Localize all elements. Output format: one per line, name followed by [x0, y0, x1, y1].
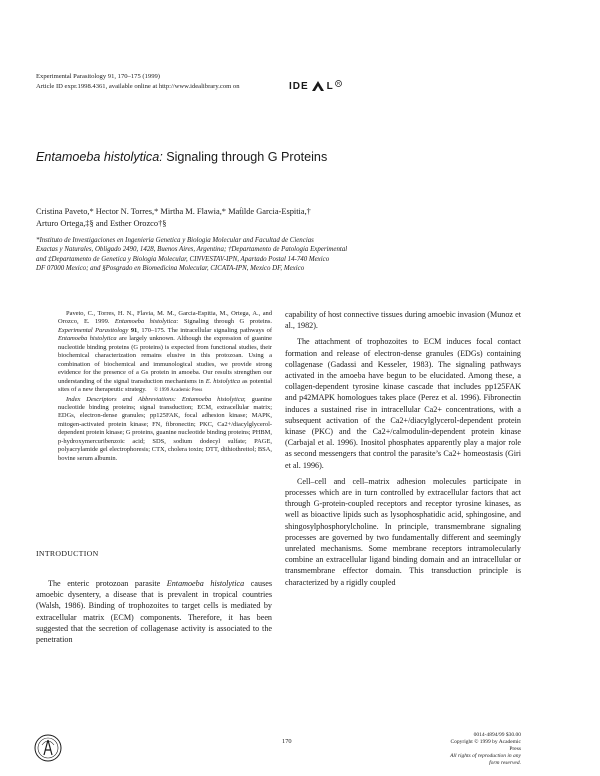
intro-text-b: causes amoebic dysentery, a disease that is prevalent in tropical countries (Walsh, 1986). Binding of trophozoites to target cells is mediated by extracellular matrix (ECM) components. Therefore, it has been suggested that the secretion of collagenase activity is associated to the penetration — [36, 579, 272, 645]
abstract-citation: Paveto, C., Torres, H. N., Flavia, M. M., Garcia-Espitia, M., Ortega, A., and Orozco, E. 1999. — [58, 310, 272, 326]
title-italic: Entamoeba histolytica: — [36, 150, 163, 164]
copyright-line: Copyright © 1999 by Academic Press — [450, 739, 521, 753]
section-heading-introduction: INTRODUCTION — [36, 549, 99, 558]
abstract-volume: 91 — [128, 326, 138, 334]
abstract-title-italic: Entamoeba histolytica: — [114, 318, 179, 326]
affiliation-line-1: *Instituto de Investigaciones en Ingenieria Genetica y Biologia Molecular and Facultad de Ciencias — [36, 237, 314, 244]
abstract-species: Entamoeba histolytica — [58, 335, 117, 343]
abstract-title-rest: Signaling through G proteins. — [178, 318, 272, 326]
svg-text:R: R — [336, 80, 340, 86]
affiliation-line-4: DF 07000 Mexico; and §Posgrado en Biomedicina Molecular, CICATA-IPN, Mexico DF, Mexico — [36, 265, 305, 273]
affiliation-line-2: Exactas y Naturales, Obligado 2490, 1428, Buenos Aires, Argentina; †Departamento de Patologia Experimental — [36, 246, 348, 254]
right-paragraph-0: capability of host connective tissues during amoebic invasion (Munoz et al., 1982). — [285, 310, 521, 331]
index-descriptors-text: ; guanine nucleotide binding proteins; signal transduction; ECM, extracellular matrix; EDGs, electron-dense granules; pp125FAK, focal adhesion kinase; MAPK, mitogen-activated protein kinase; FN, fibronectin; PKC, Ca2+/diacylglycerol-dependent protein kinase; G proteins, guanine nucleotide binding proteins; PHBM, p-hydroxymercuribenzoic acid; SDS, sodium dodecyl sulfate; PAGE, polyacrylamide gel electrophoresis; CTX, cholera toxin; DTT, dithiothreitol; BSA, bovine serum albumin. — [58, 395, 272, 462]
title-rest: Signaling through G Proteins — [162, 150, 328, 164]
ideal-logo-text: IDE — [289, 80, 309, 92]
right-paragraph-2: Cell–cell and cell–matrix adhesion molecules participate in processes which are in turn controlled by extracellular factors that act through G-protein-coupled receptors and receptor tyrosine kinases, as well as bioactive lipids such as lysophosphatidic acid, sphingosine, and shingosylphosphorylcholine. In principle, transmembrane signaling processes are governed by two fundamentally different and seemingly unrelated mechanisms. Some membrane receptors intramolecularly combine an extracellular ligand binding domain and an intracellular or transmembrane effector domain. This transduction principle is characterized by a rigidly coupled — [285, 476, 521, 587]
index-descriptors-label: Index Descriptors and Abbreviations: Entamoeba histolytica — [66, 395, 244, 403]
intro-left-column — [36, 578, 272, 645]
author-list — [36, 206, 516, 229]
affiliations — [36, 236, 556, 274]
ideal-arrow-icon — [310, 80, 326, 92]
abstract-text-3: as potential sites of a new therapeutic strategy. — [58, 377, 272, 394]
page-number: 170 — [282, 738, 292, 745]
abstract-text-1: , 170–175. The intracellular signaling pathways of — [137, 326, 272, 334]
right-paragraph-1: The attachment of trophozoites to ECM induces focal contact formation and release of electron-dense granules (EDGs) containing collagenase (Gadassi and Kesseler, 1983). The signaling pathways activated in the amoeba have begun to be elucidated. Among these, a collagen-dependent tyrosine kinase cascade that includes pp125FAK and p42MAPK homologues takes place (Perez et al. 1996). Fibronectin induces a sustained rise in intracellular Ca2+ concentrations, with a subsequent activation of the Ca2+/diacylglycerol-dependent protein kinase (PKC) and the Ca2+/calmodulin-dependent protein kinase (Carbajal et al. 1996). Inositol phosphates apparently play a major role as second messengers that control the parasite’s Ca2+ homeostasis (Giri et al. 1996). — [285, 337, 521, 470]
intro-right-column — [285, 309, 521, 588]
article-id-line: Article ID expr.1998.4361, available online at http://www.idealibrary.com on — [36, 82, 240, 90]
academic-press-seal-icon — [33, 733, 63, 763]
authors-line-1: Cristina Paveto,* Hector N. Torres,* Mirtha M. Flawia,* Mat́ilde Garcia-Espitia,† — [36, 207, 311, 216]
journal-citation: Experimental Parasitology 91, 170–175 (1999) — [36, 73, 160, 80]
rights-line: All rights of reproduction in any form reserved. — [450, 753, 521, 767]
registered-icon — [335, 80, 342, 87]
affiliation-line-3: and ‡Departamento de Genetica y Biologia Molecular, CINVESTAV-IPN, Apartado Postal 14-740 Mexico — [36, 255, 330, 263]
ideal-logo-text-end: L — [326, 80, 334, 92]
intro-paragraph-1 — [36, 578, 272, 645]
authors-line-2: Arturo Ortega,‡§ and Esther Orozco†§ — [36, 218, 167, 228]
abstract-copyright: © 1999 Academic Press — [154, 388, 203, 394]
issn-line: 0014-4894/99 $30.00 — [473, 732, 521, 738]
abstract-species-2: E. histolytica — [205, 377, 241, 385]
intro-text-a: The enteric protozoan parasite — [48, 579, 167, 588]
ideal-logo[interactable] — [289, 80, 342, 92]
index-descriptors — [58, 396, 272, 464]
abstract-text-2: are largely unknown. Although the expression of guanine nucleotide binding proteins (G proteins) is expected from functional studies, their biochemical characterization remains elusive in this protozoan. Using a combination of biochemical and immunological studies, we provide strong evidence for the presence of a Gs protein in amoeba. Our results strengthen our understanding of the signal transduction mechanisms in — [58, 335, 273, 385]
article-title — [36, 150, 327, 164]
intro-species: Entamoeba histolytica — [166, 579, 245, 588]
abstract-paragraph — [58, 310, 272, 396]
abstract — [58, 310, 272, 463]
copyright-block — [439, 732, 521, 767]
abstract-journal: Experimental Parasitology — [58, 326, 129, 334]
